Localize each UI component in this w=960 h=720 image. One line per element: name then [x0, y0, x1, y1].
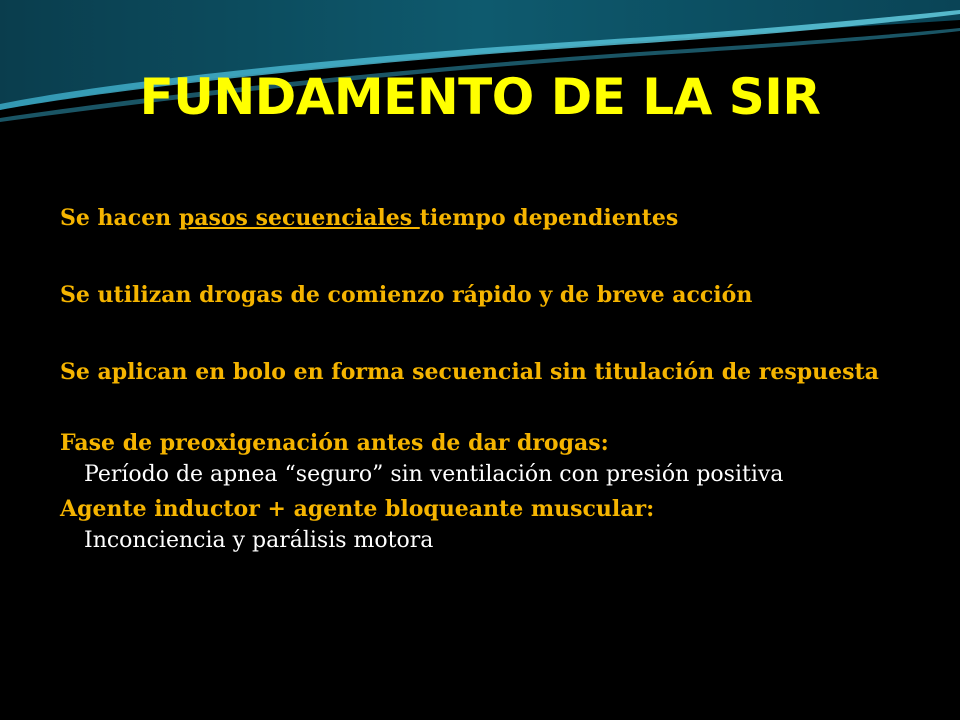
point-sequential-steps — [60, 206, 910, 231]
point-bolus-application: Se aplican en bolo en forma secuencial sin titulación de respuesta — [60, 359, 879, 385]
point-sequential-steps-prefix: Se hacen — [60, 205, 179, 231]
slide-title: FUNDAMENTO DE LA SIR — [139, 68, 821, 126]
point-preoxygenation-heading: Fase de preoxigenación antes de dar drogas: — [60, 430, 609, 456]
point-sequential-steps-suffix: tiempo dependientes — [419, 205, 679, 231]
point-sequential-steps-underlined: pasos secuenciales — [178, 205, 420, 231]
point-induction-detail: Inconciencia y parálisis motora — [84, 528, 434, 553]
point-induction-heading: Agente inductor + agente bloqueante muscular: — [60, 496, 655, 522]
point-rapid-drugs: Se utilizan drogas de comienzo rápido y de breve acción — [60, 282, 753, 308]
point-preoxygenation-detail: Período de apnea “seguro” sin ventilación con presión positiva — [84, 462, 784, 487]
slide-content — [60, 206, 910, 553]
